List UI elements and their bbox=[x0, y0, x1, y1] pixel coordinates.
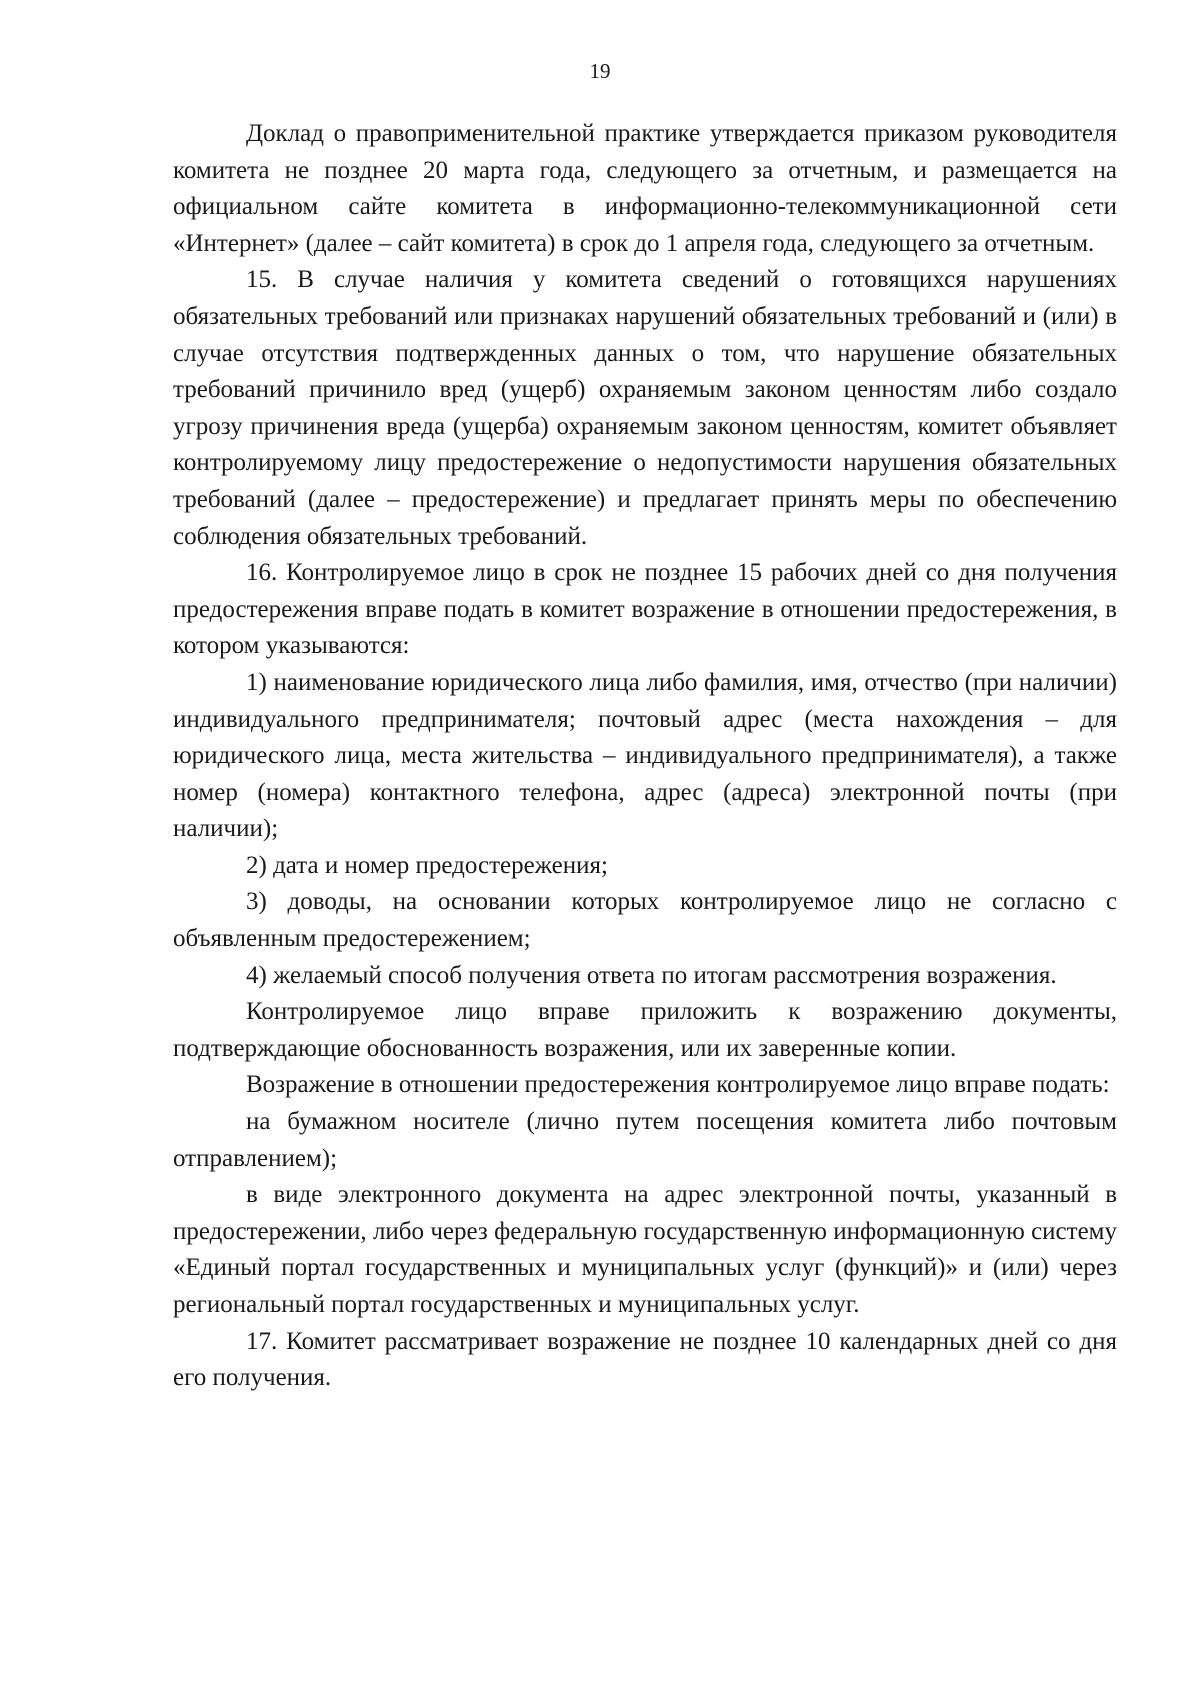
paragraph-subitem-2: 2) дата и номер предостережения; bbox=[246, 851, 608, 879]
paragraph-subitem-3: 3) доводы, на основании которых контролируемое лицо не согласно с объявленным предостережением; bbox=[173, 888, 1117, 953]
page-number: 19 bbox=[589, 59, 611, 83]
paragraph-submission-ways: Возражение в отношении предостережения контролируемое лицо вправе подать: bbox=[246, 1071, 1110, 1099]
paragraph-subitem-1: 1) наименование юридического лица либо фамилия, имя, отчество (при наличии) индивидуального предпринимателя; почтовый адрес (места нахождения – для юридического лица, места жительства – индивидуального предпринимателя), а также номер (номера) контактного телефона, адрес (адреса) электронной почты (при наличии); bbox=[173, 668, 1117, 843]
paragraph-item-17: 17. Комитет рассматривает возражение не позднее 10 календарных дней со дня его получения. bbox=[173, 1327, 1117, 1392]
paragraph-item-15: 15. В случае наличия у комитета сведений о готовящихся нарушениях обязательных требований или признаках нарушений обязательных требований и (или) в случае отсутствия подтвержденных данных о том, что нарушение обязательных требований причинило вред (ущерб) охраняемым законом ценностям либо создало угрозу причинения вреда (ущерба) охраняемым законом ценностям, комитет объявляет контролируемому лицу предостережение о недопустимости нарушения обязательных требований (далее – предостережение) и предлагает принять меры по обеспечению соблюдения обязательных требований. bbox=[173, 266, 1117, 550]
document-body bbox=[173, 116, 1117, 1397]
paragraph-attachments: Контролируемое лицо вправе приложить к возражению документы, подтверждающие обоснованность возражения, или их заверенные копии. bbox=[173, 998, 1117, 1062]
paragraph-paper-submission: на бумажном носителе (лично путем посещения комитета либо почтовым отправлением); bbox=[173, 1108, 1117, 1172]
paragraph-report-approval: Доклад о правоприменительной практике утверждается приказом руководителя комитета не позднее 20 марта года, следующего за отчетным, и размещается на официальном сайте комитета в информационно-телекоммуникационной сети «Интернет» (далее – сайт комитета) в срок до 1 апреля года, следующего за отчетным. bbox=[173, 120, 1117, 257]
paragraph-electronic-submission: в виде электронного документа на адрес электронной почты, указанный в предостережении, либо через федеральную государственную информационную систему «Единый портал государственных и муниципальных услуг (функций)» и (или) через региональный портал государственных и муниципальных услуг. bbox=[173, 1181, 1117, 1318]
paragraph-item-16: 16. Контролируемое лицо в срок не позднее 15 рабочих дней со дня получения предостережения вправе подать в комитет возражение в отношении предостережения, в котором указываются: bbox=[173, 559, 1117, 660]
paragraph-subitem-4: 4) желаемый способ получения ответа по итогам рассмотрения возражения. bbox=[246, 961, 1057, 989]
